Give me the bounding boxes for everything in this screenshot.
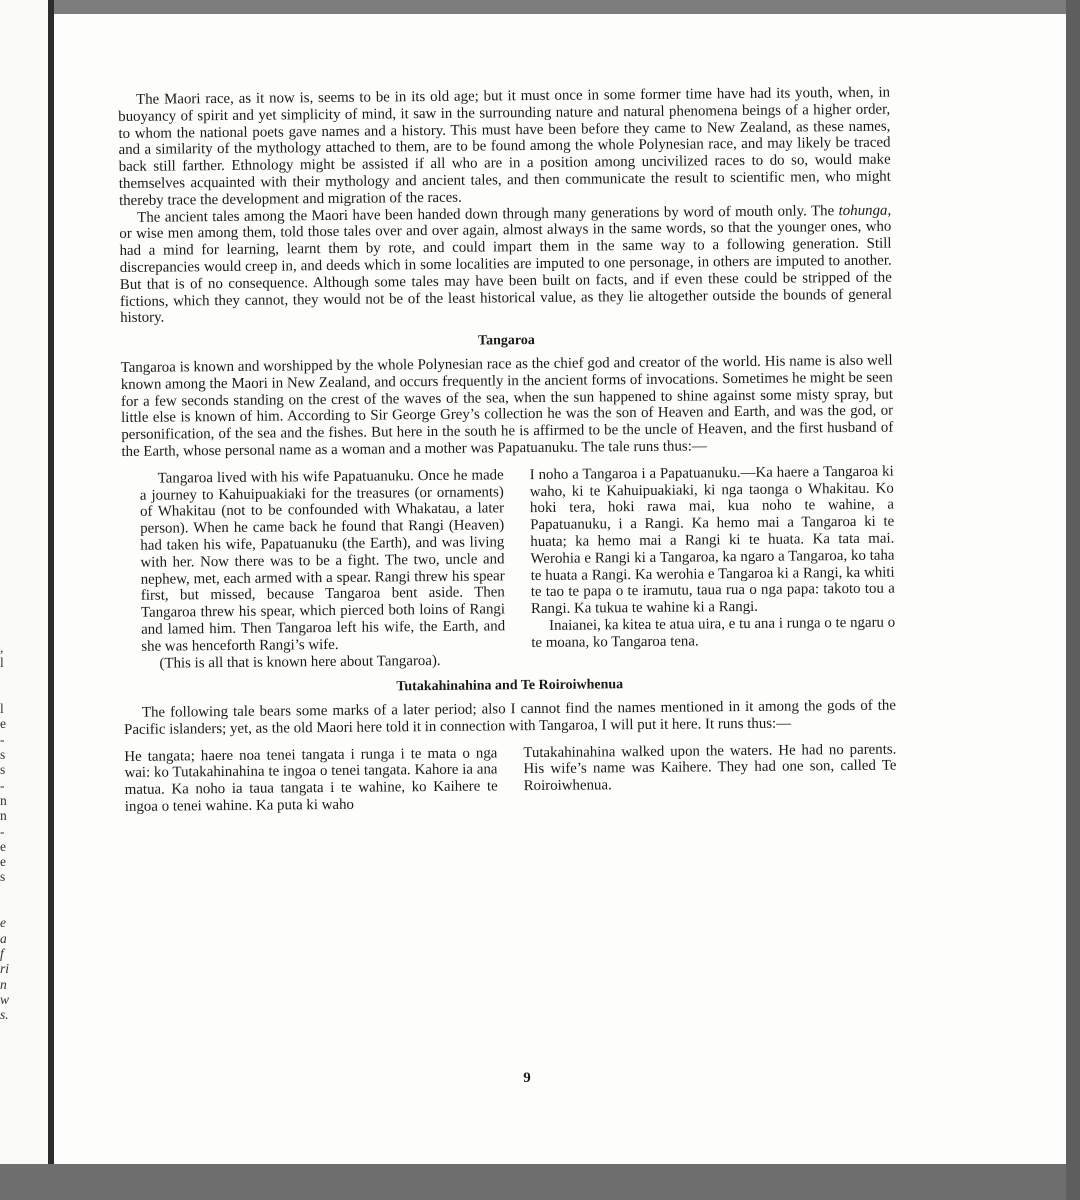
- margin-fragment: n: [0, 792, 7, 808]
- margin-fragment: n: [0, 808, 7, 824]
- margin-fragment: [0, 900, 18, 915]
- margin-fragment: e: [0, 838, 6, 854]
- margin-fragment: ri: [0, 961, 10, 977]
- margin-fragment: -: [0, 777, 5, 793]
- tangaroa-columns: [122, 463, 896, 672]
- margin-fragment: [0, 671, 18, 686]
- margin-fragment: e: [0, 915, 6, 931]
- tangaroa-intro-paragraph: Tangaroa is known and worshipped by the whole Polynesian race as the chief god and creator of the world. His name is also well known among the Maori in New Zealand, and occurs frequently in the ancient forms of invocations. Sometimes he might be seen for a few seconds standing on the crest of the waves of the sea, when the sun happened to shine against some misty spray, but little else is known of him. According to Sir George Grey’s collection he was the son of Heaven and Earth, and was the god, or personification, of the sea and the fishes. But here in the south he is affirmed to be the uncle of Heaven, and the first husband of the Earth, whose personal name as a woman and a mother was Papatuanuku. The tale runs thus:—: [120, 352, 894, 460]
- scan-border-right: [1066, 0, 1080, 1200]
- section-heading-tangaroa: Tangaroa: [477, 333, 535, 349]
- facing-page-edge: [0, 0, 48, 1200]
- tangaroa-maori-paragraph: I noho a Tangaroa i a Papatuanuku.—Ka haere a Tangaroa ki waho, ki te Kahuipuakiaki, ki nga taonga o Whakitau. Ko hoki tera, hoki rawa mai, kua noho te wahine, a Papatuanuku, i a Rangi. Ka hemo mai a Tangaroa ki te huata; ka hemo mai a Rangi ki te huata. Ka tata mai. Werohia e Rangi ki a Tangaroa, ka ngaro a Tangaroa, ko taha te huata a Rangi. Ka werohia e Tangaroa ki a Rangi, ka whiti te tao te papa o te iramutu, taua rua o nga papa: takoto tou a Rangi. Ka tukua te wahine ki a Rangi.: [529, 463, 895, 618]
- margin-fragment: s: [0, 762, 6, 778]
- margin-fragment: [0, 885, 18, 900]
- intro-paragraph-2: [119, 202, 892, 327]
- tutakahinahina-english-paragraph: Tutakahinahina walked upon the waters. He had no parents. His wife’s name was Kaihere. They had one son, called Te Roiroiwhenua.: [523, 741, 897, 795]
- tutakahinahina-intro-paragraph: The following tale bears some marks of a later period; also I cannot find the names mentioned in it among the gods of the Pacific islanders; yet, as the old Maori here told it in connection with Tangaroa, I will put it here. It runs thus:—: [124, 697, 897, 738]
- tangaroa-english-column: [122, 467, 506, 672]
- tangaroa-english-note: (This is all that is known here about Tangaroa).: [159, 652, 441, 672]
- section-heading-tutakahinahina: Tutakahinahina and Te Roiroiwhenua: [396, 677, 624, 695]
- tangaroa-maori-closing: Inaianei, ka kitea te atua uira, e tu ana i runga o te ngaru o te moana, ko Tangaroa tena.: [531, 614, 896, 651]
- tutakahinahina-english-column: [523, 741, 897, 812]
- margin-fragment: f: [0, 945, 4, 961]
- tangaroa-maori-column: [530, 463, 896, 668]
- margin-fragment: l: [0, 701, 4, 717]
- margin-fragment: w: [0, 991, 10, 1007]
- page-number: 9: [523, 1070, 531, 1086]
- page-content: [118, 85, 897, 816]
- margin-fragment: ,: [0, 640, 4, 655]
- margin-fragment: -: [0, 731, 5, 747]
- tangaroa-english-paragraph: Tangaroa lived with his wife Papatuanuku. Once he made a journey to Kahuipuakiaki for the treasures (or ornaments) of Whakitau (not to be confounded with Whakatau, a later person). When he came back he found that Rangi (Heaven) had taken his wife, Papatuanuku (the Earth), and was living with her. Now there was to be a fight. The two, uncle and nephew, met, each armed with a spear. Rangi threw his spear first, but missed, because Tangaroa bent aside. Then Tangaroa threw his spear, which pierced both loins of Rangi and lamed him. Then Tangaroa left his wife, the Earth, and she was henceforth Rangi’s wife.: [139, 467, 506, 655]
- intro-paragraph-2-start: The ancient tales among the Maori have been handed down through many generations by word of mouth only. The: [137, 202, 839, 226]
- margin-fragment: e: [0, 854, 6, 870]
- margin-fragment: e: [0, 716, 6, 732]
- tutakahinahina-maori-column: [124, 745, 498, 816]
- facing-page-text-fragments: [0, 640, 18, 1022]
- margin-fragment: n: [0, 976, 7, 992]
- margin-fragment: a: [0, 930, 7, 946]
- intro-paragraph-1: The Maori race, as it now is, seems to be in its old age; but it must once in some former time have had its youth, when, in buoyancy of spirit and yet simplicity of mind, it saw in the surrounding nature and natural phenomena beings of a higher order, to whom the national poets gave names and a history. This must have been before they came to New Zealand, as these names, and a similarity of the mythology attached to them, are to be found among the whole Polynesian race, and may likely be traced back still farther. Ethnology might be assisted if all who are in a position among uncivilized races to do so, would make themselves acquainted with their mythology and ancient tales, and then communicate the result to scientific men, who might thereby trace the development and migration of the races.: [118, 84, 891, 209]
- scan-border-bottom: [0, 1164, 1080, 1200]
- margin-fragment: l: [0, 655, 4, 671]
- intro-paragraph-2-end: or wise men among them, told those tales over and over again, almost always in the same words, so that the younger ones, who had a mind for learning, learnt them by rote, and could impart them in the same way to a following generation. Still discrepancies would creep in, and deeds which in some localities are imputed to one personage, in others are imputed to another. But that is of no consequence. Although some tales may have been built on facts, and if even these could be stripped of the fictions, which they cannot, they would not be of the least historical value, as they lie altogether outside the bounds of general history.: [119, 218, 893, 327]
- margin-fragment: [0, 686, 18, 701]
- margin-fragment: s: [0, 747, 6, 763]
- tohunga-term: tohunga,: [838, 202, 892, 219]
- margin-fragment: -: [0, 823, 5, 839]
- tutakahinahina-maori-paragraph: He tangata; haere noa tenei tangata i runga i te mata o nga wai: ko Tutakahinahina te ingoa o tenei tangata. Kahore ia ana matua. Ka noho ia taua tangata i te wahine, ko Kaihere te ingoa o tenei wahine. Ka puta ki waho: [124, 745, 498, 816]
- tutakahinahina-columns: [124, 741, 897, 816]
- margin-fragment: s: [0, 869, 6, 885]
- margin-fragment: s.: [0, 1007, 9, 1023]
